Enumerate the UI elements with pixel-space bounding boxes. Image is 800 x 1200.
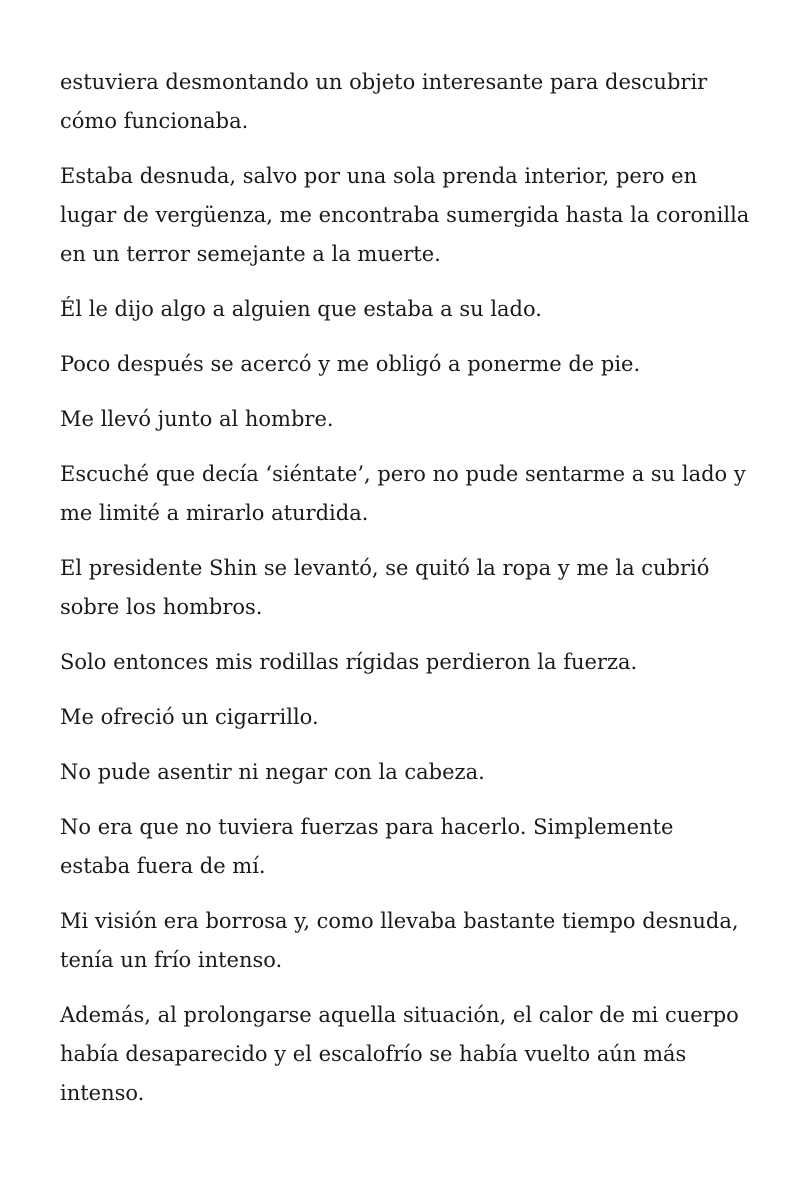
document-page xyxy=(60,63,750,1129)
paragraph: Escuché que decía ‘siéntate’, pero no pude sentarme a su lado y me limité a mirarlo aturdida. xyxy=(60,462,746,525)
paragraph: Me ofreció un cigarrillo. xyxy=(60,705,319,729)
paragraph: Estaba desnuda, salvo por una sola prenda interior, pero en lugar de vergüenza, me encontraba sumergida hasta la coronilla en un terror semejante a la muerte. xyxy=(60,164,750,266)
paragraph: No pude asentir ni negar con la cabeza. xyxy=(60,760,485,784)
paragraph: Me llevó junto al hombre. xyxy=(60,407,334,431)
paragraph: Mi visión era borrosa y, como llevaba bastante tiempo desnuda, tenía un frío intenso. xyxy=(60,909,739,972)
paragraph: Solo entonces mis rodillas rígidas perdieron la fuerza. xyxy=(60,650,638,674)
paragraph: estuviera desmontando un objeto interesante para descubrir cómo funcionaba. xyxy=(60,70,708,133)
paragraph: Poco después se acercó y me obligó a ponerme de pie. xyxy=(60,352,641,376)
paragraph: No era que no tuviera fuerzas para hacerlo. Simplemente estaba fuera de mí. xyxy=(60,815,674,878)
paragraph: Él le dijo algo a alguien que estaba a su lado. xyxy=(60,297,542,321)
paragraph: El presidente Shin se levantó, se quitó la ropa y me la cubrió sobre los hombros. xyxy=(60,556,710,619)
paragraph: Además, al prolongarse aquella situación, el calor de mi cuerpo había desaparecido y el escalofrío se había vuelto aún más intenso. xyxy=(60,1003,739,1105)
